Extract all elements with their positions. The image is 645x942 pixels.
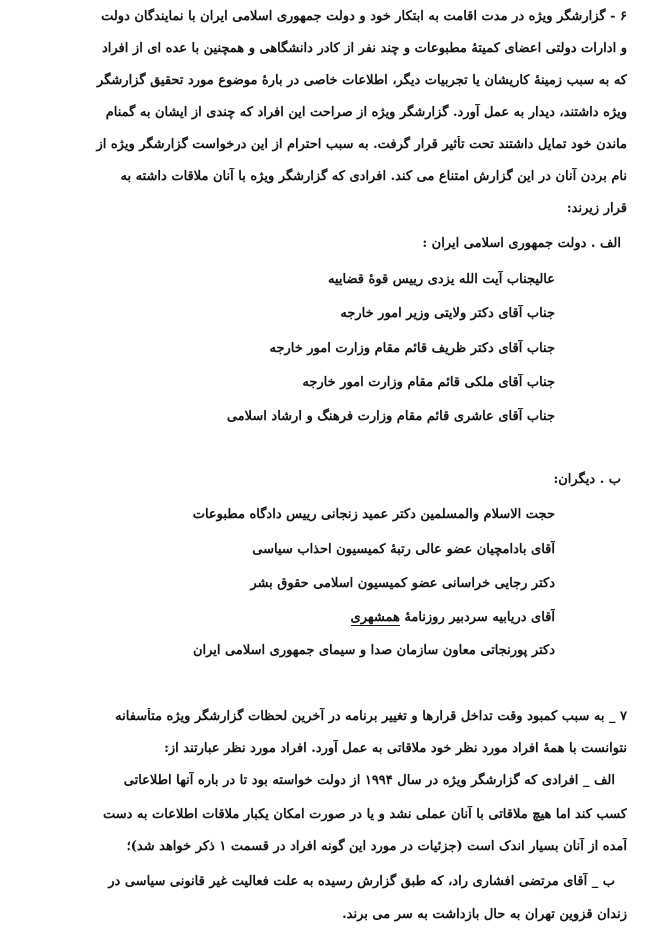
section7-line-2: نتوانست با همهٔ افراد مورد نظر خود ملاقاتی به عمل آورد. افراد مورد نظر عبارتند از: bbox=[164, 741, 627, 756]
group-alef-item-5: جناب آقای عاشری قائم مقام وزارت فرهنگ و ارشاد اسلامی bbox=[226, 409, 555, 424]
group-alef-heading: الف . دولت جمهوری اسلامی ایران : bbox=[422, 236, 621, 251]
group-be-item-3: دکتر رجایی خراسانی عضو کمیسیون اسلامی حقوق بشر bbox=[250, 576, 555, 591]
section7-sub-be-line-2: زندان قزوین تهران به حال بازداشت به سر می برند. bbox=[342, 907, 627, 922]
group-be-item-2: آقای بادامچیان عضو عالی رتبهٔ کمیسیون احذاب سیاسی bbox=[252, 542, 555, 557]
section6-line-7: قرار زیرند: bbox=[566, 201, 627, 216]
section6-line-1: ۶ - گزارشگر ویژه در مدت اقامت به ابتکار خود و دولت جمهوری اسلامی ایران با نمایندگان دولت bbox=[101, 9, 627, 24]
group-alef-item-3: جناب آقای دکتر ظریف قائم مقام وزارت امور خارجه bbox=[269, 341, 555, 356]
section7-sub-alef-line-3: آمده از آنان بسیار اندک است (جزئیات در مورد این گونه افراد در قسمت ۱ ذکر خواهد شد)؛ bbox=[126, 839, 627, 854]
group-alef-item-4: جناب آقای ملکی قائم مقام وزارت امور خارجه bbox=[302, 375, 555, 390]
group-be-item-newspaper bbox=[35, 609, 555, 627]
group-be-item-4: دکتر پورنجاتی معاون سازمان صدا و سیمای جمهوری اسلامی ایران bbox=[192, 643, 555, 658]
section7-sub-alef-line-1: الف _ افرادی که گزارشگر ویژه در سال ۱۹۹۴ از دولت خواسته بود تا در باره آنها اطلاعاتی bbox=[123, 773, 615, 788]
section7-sub-alef-line-2: کسب کند اما هیچ ملاقاتی با آنان عملی نشد و یا در صورت امکان یکبار ملاقات اطلاعات به دست bbox=[102, 807, 627, 822]
section6-line-3: که به سبب زمینهٔ کاریشان یا تجربیات دیگر، اطلاعات خاصی در بارهٔ موضوع مورد تحقیق گزارشگر bbox=[97, 73, 627, 88]
group-alef-item-2: جناب آقای دکتر ولایتی وزیر امور خارجه bbox=[340, 306, 555, 321]
section7-sub-be-line-1: ب _ آقای مرتضی افشاری راد، که طبق گزارش رسیده به علت فعالیت غیر قانونی سیاسی در bbox=[108, 874, 615, 889]
group-alef-item-1: عالیجناب آیت الله یزدی رییس قوهٔ قضاییه bbox=[328, 272, 555, 287]
newspaper-item-prefix: آقای دریابیه سردبیر روزنامهٔ bbox=[399, 610, 555, 625]
newspaper-name-underlined: همشهری bbox=[350, 610, 400, 625]
section6-line-2: و ادارات دولتی اعضای کمیتهٔ مطبوعات و چند نفر از کادر دانشگاهی و همچنین با عده ای از افراد bbox=[101, 41, 627, 56]
section7-line-1: ۷ _ به سبب کمبود وقت تداخل قرارها و تغییر برنامه در آخرین لحظات گزارشگر ویژه متأسفانه bbox=[115, 709, 627, 724]
group-be-heading: ب . دیگران: bbox=[553, 472, 621, 487]
section6-line-5: ماندن خود تمایل داشتند تحت تأثیر قرار گرفت. به سبب احترام از این درخواست گزارشگر ویژه از bbox=[96, 137, 627, 152]
group-be-item-1: حجت الاسلام والمسلمین دکتر عمید زنجانی رییس دادگاه مطبوعات bbox=[192, 507, 555, 522]
section6-line-6: نام بردن آنان در این گزارش امتناع می کند. افرادی که گزارشگر ویژه با آنان ملاقات داشته به bbox=[120, 169, 627, 184]
section6-line-4: ویژه داشتند، دیدار به عمل آورد. گزارشگر ویژه از صراحت این افراد که چندی از ایشان به گمنام bbox=[105, 105, 627, 120]
